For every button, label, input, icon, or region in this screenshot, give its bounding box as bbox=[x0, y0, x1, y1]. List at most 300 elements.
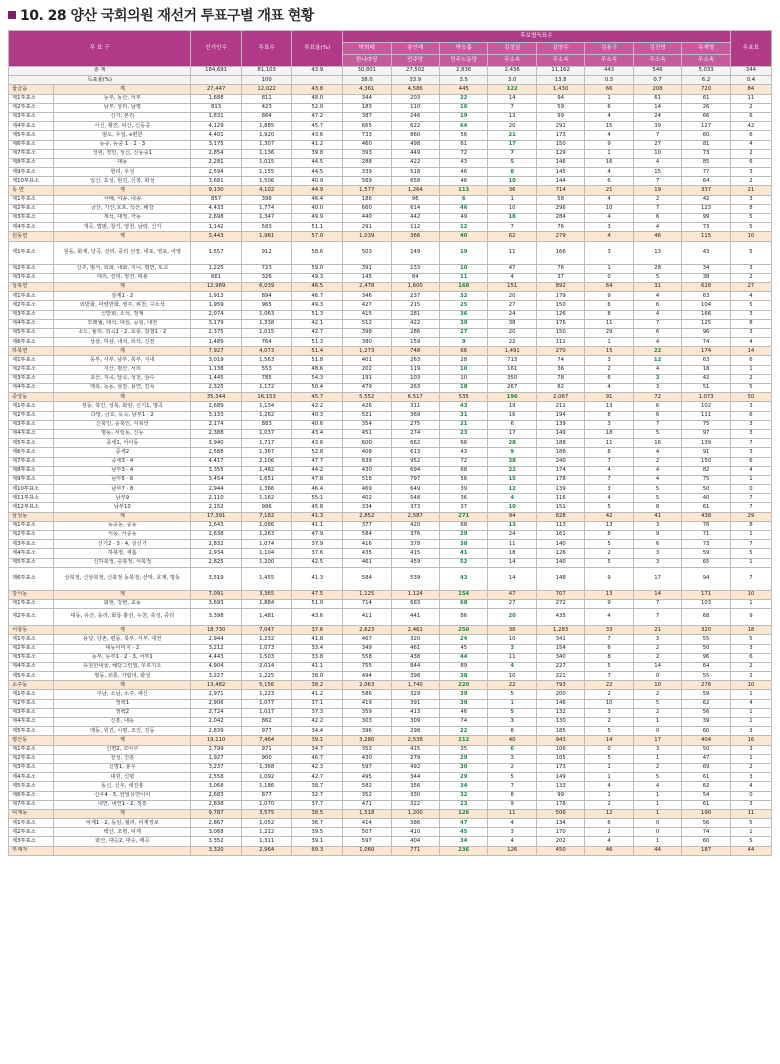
cell-district: 제4투표소 bbox=[9, 319, 54, 328]
cell-value: 1,232 bbox=[241, 635, 292, 644]
cell-value: 34 bbox=[439, 782, 487, 791]
cell-value: 1,557 bbox=[191, 241, 242, 264]
cell-district: 제4투표소 bbox=[9, 122, 54, 131]
cell-precinct-area: 용당, 당촌, 편동, 북부, 서부, 대전 bbox=[54, 635, 191, 644]
cell-value: 748 bbox=[391, 347, 439, 356]
cell-district: 제4투표소 bbox=[9, 429, 54, 438]
cell-value: 3 bbox=[730, 773, 771, 782]
cell-value: 1 bbox=[730, 708, 771, 717]
cell-value: 386 bbox=[391, 819, 439, 828]
cell-value: 61 bbox=[633, 94, 681, 103]
cell-district: 상북면 bbox=[9, 282, 54, 291]
cell-value: 1,225 bbox=[191, 264, 242, 273]
cell-value: 37.9 bbox=[292, 540, 343, 549]
cell-value: 38 bbox=[439, 672, 487, 681]
cell-district: 부재자 bbox=[9, 846, 54, 855]
cell-value: 4 bbox=[633, 292, 681, 301]
cell-value: 1,073 bbox=[241, 644, 292, 653]
cell-value: 10 bbox=[585, 204, 633, 213]
cell-precinct-area: 지산, 평산, 서리 bbox=[54, 365, 191, 374]
cell-value: 943 bbox=[536, 736, 584, 745]
cell-precinct-area: 주남, 소남, 소주, 세신 bbox=[54, 690, 191, 699]
cell-value: 1 bbox=[585, 338, 633, 347]
cell-value: 8 bbox=[730, 521, 771, 530]
header-candidate-party: 무소속 bbox=[585, 55, 633, 67]
cell-value: 16,153 bbox=[241, 393, 292, 402]
cell-value: 14 bbox=[585, 736, 633, 745]
cell-value: 28 bbox=[633, 264, 681, 273]
cell-value: 21 bbox=[730, 186, 771, 195]
cell-value: 597 bbox=[343, 763, 391, 772]
cell-value: 862 bbox=[241, 718, 292, 727]
cell-value: 391 bbox=[391, 699, 439, 708]
cell-district: 제5투표소 bbox=[9, 672, 54, 681]
cell-value: 51.4 bbox=[292, 347, 343, 356]
cell-value: 13,482 bbox=[191, 681, 242, 690]
cell-value: 58.6 bbox=[292, 241, 343, 264]
cell-value: 51.3 bbox=[292, 310, 343, 319]
cell-value: 2 bbox=[585, 365, 633, 374]
cell-value: 398 bbox=[391, 672, 439, 681]
cell-value: 126 bbox=[536, 549, 584, 558]
cell-value: 5 bbox=[730, 214, 771, 223]
cell-value: 66 bbox=[585, 85, 633, 94]
cell-value: 51.1 bbox=[292, 223, 343, 232]
cell-value: 73 bbox=[682, 223, 731, 232]
cell-value: 6 bbox=[633, 328, 681, 337]
cell-value: 56 bbox=[682, 708, 731, 717]
cell-value: 47.2 bbox=[292, 112, 343, 121]
cell-value: 1 bbox=[585, 149, 633, 158]
cell-value: 1 bbox=[730, 754, 771, 763]
cell-value: 5 bbox=[730, 241, 771, 264]
cell-value: 2 bbox=[633, 708, 681, 717]
cell-value: 74 bbox=[682, 828, 731, 837]
cell-value: 2 bbox=[730, 662, 771, 671]
cell-value: 387 bbox=[343, 112, 391, 121]
cell-value: 6 bbox=[439, 195, 487, 204]
cell-value: 2,063 bbox=[343, 681, 391, 690]
cell-value: 13 bbox=[488, 521, 536, 530]
cell-value: 57.0 bbox=[292, 232, 343, 241]
cell-value: 5 bbox=[633, 273, 681, 282]
cell-value: 415 bbox=[391, 745, 439, 754]
cell-value: 65 bbox=[682, 558, 731, 567]
cell-value: 3 bbox=[730, 429, 771, 438]
cell-value: 900 bbox=[241, 754, 292, 763]
table-row bbox=[9, 745, 772, 754]
cell-value: 764 bbox=[241, 338, 292, 347]
cell-value: 334 bbox=[343, 503, 391, 512]
cell-district: 제2투표소 bbox=[9, 699, 54, 708]
table-row bbox=[9, 112, 772, 121]
cell-value: 1 bbox=[585, 94, 633, 103]
cell-value: 7 bbox=[730, 540, 771, 549]
cell-value: 6 bbox=[730, 131, 771, 140]
cell-value: 3,280 bbox=[343, 736, 391, 745]
cell-value: 1,455 bbox=[241, 567, 292, 590]
cell-value: 39 bbox=[439, 485, 487, 494]
cell-value: 284 bbox=[536, 214, 584, 223]
cell-value: 1,283 bbox=[536, 626, 584, 635]
cell-value: 39.1 bbox=[292, 736, 343, 745]
cell-value: 1 bbox=[488, 699, 536, 708]
cell-district: 제2투표소 bbox=[9, 365, 54, 374]
cell-value: 14 bbox=[633, 662, 681, 671]
title-text: 10. 28 양산 국회의원 재선거 투표구별 개표 현황 bbox=[20, 8, 314, 24]
cell-value: 518 bbox=[343, 475, 391, 484]
cell-value: 46 bbox=[439, 177, 487, 186]
cell-value: 1,172 bbox=[241, 384, 292, 393]
cell-value: 27,502 bbox=[391, 67, 439, 76]
cell-value: 5 bbox=[585, 662, 633, 671]
cell-value: 7 bbox=[488, 103, 536, 112]
cell-value: 2,558 bbox=[191, 773, 242, 782]
cell-value: 4,129 bbox=[191, 122, 242, 131]
cell-value: 13.8 bbox=[536, 76, 584, 85]
cell-value: 582 bbox=[343, 782, 391, 791]
cell-value: 3,443 bbox=[191, 232, 242, 241]
cell-value: 146 bbox=[536, 699, 584, 708]
cell-district: 제1투표소 bbox=[9, 599, 54, 608]
cell-district: 원동면 bbox=[9, 232, 54, 241]
cell-value: 4,433 bbox=[191, 204, 242, 213]
cell-value: 494 bbox=[343, 672, 391, 681]
table-row bbox=[9, 273, 772, 282]
cell-value: 288 bbox=[343, 158, 391, 167]
cell-value: 461 bbox=[391, 644, 439, 653]
cell-value: 42 bbox=[730, 122, 771, 131]
cell-precinct-area: 삼계1 · 2 bbox=[54, 292, 191, 301]
cell-value: 440 bbox=[343, 214, 391, 223]
cell-value: 649 bbox=[391, 485, 439, 494]
cell-value: 8 bbox=[633, 503, 681, 512]
cell-value: 171 bbox=[682, 590, 731, 599]
cell-value: 4 bbox=[585, 214, 633, 223]
cell-value: 68 bbox=[439, 466, 487, 475]
table-row bbox=[9, 140, 772, 149]
cell-district: 제1투표소 bbox=[9, 819, 54, 828]
cell-value: 3,019 bbox=[191, 356, 242, 365]
cell-precinct-area: 신주, 범서, 외화, 내화, 지니, 평연, 토교 bbox=[54, 264, 191, 273]
cell-value: 126 bbox=[488, 846, 536, 855]
cell-value: 344 bbox=[730, 67, 771, 76]
cell-value: 151 bbox=[488, 282, 536, 291]
table-row bbox=[9, 837, 772, 846]
cell-value: 5 bbox=[585, 540, 633, 549]
cell-value: 4,102 bbox=[241, 186, 292, 195]
cell-value: 14 bbox=[488, 558, 536, 567]
cell-value: 36 bbox=[439, 494, 487, 503]
cell-value: 42.2 bbox=[292, 718, 343, 727]
header-candidate-votes: 후보별득표수 bbox=[343, 31, 731, 43]
cell-value: 263 bbox=[391, 356, 439, 365]
cell-value: 3,454 bbox=[191, 475, 242, 484]
cell-value: 2,638 bbox=[191, 531, 242, 540]
results-table bbox=[8, 30, 772, 856]
cell-value: 4 bbox=[585, 168, 633, 177]
cell-value: 20 bbox=[488, 292, 536, 301]
cell-value: 2,971 bbox=[191, 690, 242, 699]
cell-value: 76 bbox=[536, 264, 584, 273]
cell-value: 883 bbox=[241, 420, 292, 429]
cell-value: 13 bbox=[633, 241, 681, 264]
cell-value: 391 bbox=[343, 264, 391, 273]
cell-value: 11 bbox=[488, 540, 536, 549]
cell-value: 3 bbox=[730, 420, 771, 429]
table-row bbox=[9, 149, 772, 158]
cell-value: 178 bbox=[536, 475, 584, 484]
cell-value: 445 bbox=[439, 85, 487, 94]
cell-value: 0 bbox=[730, 791, 771, 800]
table-row bbox=[9, 319, 772, 328]
cell-value: 104 bbox=[682, 301, 731, 310]
cell-value: 8 bbox=[585, 411, 633, 420]
cell-value: 221 bbox=[536, 672, 584, 681]
cell-value: 597 bbox=[343, 837, 391, 846]
cell-value: 23 bbox=[439, 800, 487, 809]
cell-precinct-area: 소노, 율리, 외곡1 · 2, 효충, 감결1 · 2 bbox=[54, 328, 191, 337]
cell-value: 3 bbox=[730, 448, 771, 457]
cell-value: 1,273 bbox=[343, 347, 391, 356]
cell-value: 1,885 bbox=[241, 122, 292, 131]
cell-value: 1,961 bbox=[241, 232, 292, 241]
cell-value: 330 bbox=[391, 791, 439, 800]
table-row bbox=[9, 328, 772, 337]
cell-value: 8 bbox=[488, 168, 536, 177]
cell-value: 64 bbox=[585, 282, 633, 291]
cell-value: 366 bbox=[391, 232, 439, 241]
cell-value: 443 bbox=[585, 67, 633, 76]
cell-value: 1 bbox=[730, 531, 771, 540]
cell-value: 3 bbox=[488, 754, 536, 763]
cell-value: 3 bbox=[730, 745, 771, 754]
cell-value: 5,033 bbox=[682, 67, 731, 76]
cell-value: 49.3 bbox=[292, 273, 343, 282]
cell-value: 714 bbox=[343, 599, 391, 608]
cell-value: 21 bbox=[488, 131, 536, 140]
cell-value: 1 bbox=[730, 690, 771, 699]
cell-value: 37.3 bbox=[292, 708, 343, 717]
cell-value: 130 bbox=[536, 718, 584, 727]
cell-value: 423 bbox=[241, 103, 292, 112]
cell-value: 1,311 bbox=[241, 837, 292, 846]
cell-value: 0 bbox=[730, 485, 771, 494]
cell-value: 404 bbox=[682, 736, 731, 745]
cell-value: 96 bbox=[682, 653, 731, 662]
cell-value: 4 bbox=[730, 338, 771, 347]
cell-value: 539 bbox=[391, 567, 439, 590]
cell-value: 24 bbox=[488, 531, 536, 540]
cell-value: 240 bbox=[536, 457, 584, 466]
cell-value: 215 bbox=[391, 301, 439, 310]
cell-value: 7 bbox=[730, 439, 771, 448]
cell-value: 36 bbox=[439, 310, 487, 319]
cell-value: 71 bbox=[682, 531, 731, 540]
cell-value: 6 bbox=[488, 420, 536, 429]
cell-value: 2,906 bbox=[191, 699, 242, 708]
cell-value: 50.4 bbox=[292, 384, 343, 393]
cell-precinct-area: 덕계1 · 2, 동임, 월라, 덕계정보 bbox=[54, 819, 191, 828]
cell-value: 43 bbox=[439, 402, 487, 411]
cell-value: 5 bbox=[585, 727, 633, 736]
cell-value: 46.7 bbox=[292, 754, 343, 763]
cell-value: 45 bbox=[439, 644, 487, 653]
cell-value: 2,836 bbox=[439, 67, 487, 76]
table-row bbox=[9, 429, 772, 438]
cell-district: 제12투표소 bbox=[9, 503, 54, 512]
cell-value: 139 bbox=[536, 420, 584, 429]
cell-value: 44.5 bbox=[292, 158, 343, 167]
cell-precinct-area: 남부, 상리, 남평 bbox=[54, 103, 191, 112]
cell-value: 279 bbox=[391, 754, 439, 763]
cell-value: 46.4 bbox=[292, 195, 343, 204]
cell-district: 제1투표소 bbox=[9, 292, 54, 301]
cell-value: 27 bbox=[488, 301, 536, 310]
cell-value: 2,689 bbox=[191, 402, 242, 411]
cell-value: 4,401 bbox=[191, 131, 242, 140]
cell-precinct-area: 명동, 서림동, 신동 bbox=[54, 429, 191, 438]
cell-value: 1,074 bbox=[241, 540, 292, 549]
cell-value: 30,801 bbox=[343, 67, 391, 76]
cell-value: 797 bbox=[391, 475, 439, 484]
cell-value: 11 bbox=[439, 273, 487, 282]
cell-precinct-area: 천성, 진흥 bbox=[54, 754, 191, 763]
cell-value: 1,264 bbox=[391, 186, 439, 195]
cell-value: 2 bbox=[633, 763, 681, 772]
cell-value: 7 bbox=[730, 494, 771, 503]
cell-value: 5 bbox=[633, 429, 681, 438]
cell-district: 제5투표소 bbox=[9, 782, 54, 791]
cell-value: 2 bbox=[585, 718, 633, 727]
cell-value: 3 bbox=[633, 745, 681, 754]
cell-value: 74 bbox=[682, 338, 731, 347]
cell-value: 811 bbox=[241, 94, 292, 103]
cell-value: 47.9 bbox=[292, 531, 343, 540]
cell-value: 18 bbox=[585, 429, 633, 438]
cell-value: 1,200 bbox=[241, 558, 292, 567]
cell-value: 5 bbox=[730, 819, 771, 828]
cell-value: 18,730 bbox=[191, 626, 242, 635]
cell-value: 18 bbox=[488, 549, 536, 558]
cell-value: 4,073 bbox=[241, 347, 292, 356]
cell-district: 제3투표소 bbox=[9, 310, 54, 319]
cell-district: 제4투표소 bbox=[9, 662, 54, 671]
header-invalid: 무효표 bbox=[730, 31, 771, 67]
cell-district: 제2투표소 bbox=[9, 609, 54, 626]
cell-value: 43 bbox=[439, 158, 487, 167]
cell-value: 12 bbox=[585, 809, 633, 818]
cell-district: 제11투표소 bbox=[9, 494, 54, 503]
cell-precinct-area: 동신, 신우, 세진흥 bbox=[54, 782, 191, 791]
cell-value: 150 bbox=[536, 328, 584, 337]
cell-value: 7,182 bbox=[241, 512, 292, 521]
cell-value: 22 bbox=[488, 338, 536, 347]
cell-value: 694 bbox=[391, 466, 439, 475]
cell-value: 1 bbox=[730, 828, 771, 837]
cell-value: 10 bbox=[730, 232, 771, 241]
cell-precinct-area: 중세2 bbox=[54, 448, 191, 457]
cell-value: 77 bbox=[682, 168, 731, 177]
cell-value: 236 bbox=[439, 846, 487, 855]
cell-district: 제9투표소 bbox=[9, 475, 54, 484]
cell-value: 558 bbox=[343, 653, 391, 662]
cell-value: 3,519 bbox=[191, 567, 242, 590]
table-group-row bbox=[9, 590, 772, 599]
cell-value: 986 bbox=[241, 503, 292, 512]
cell-value: 140 bbox=[536, 558, 584, 567]
cell-value: 271 bbox=[439, 512, 487, 521]
cell-value: 10 bbox=[585, 699, 633, 708]
cell-district: 제3투표소 bbox=[9, 112, 54, 121]
cell-value: 4 bbox=[730, 782, 771, 791]
cell-value: 43 bbox=[439, 448, 487, 457]
cell-value: 339 bbox=[343, 168, 391, 177]
cell-value: 154 bbox=[439, 590, 487, 599]
cell-value: 402 bbox=[343, 494, 391, 503]
cell-value: 11 bbox=[585, 319, 633, 328]
cell-value: 1,506 bbox=[241, 177, 292, 186]
cell-value: 1 bbox=[730, 558, 771, 567]
cell-value: 3,693 bbox=[191, 599, 242, 608]
cell-value: 272 bbox=[536, 599, 584, 608]
header-candidate-name: 박승흡 bbox=[439, 43, 487, 55]
cell-value: 185 bbox=[536, 727, 584, 736]
cell-value: 1 bbox=[633, 791, 681, 800]
cell-value: 41.2 bbox=[292, 690, 343, 699]
cell-value: 1,138 bbox=[191, 365, 242, 374]
table-row bbox=[9, 567, 772, 590]
cell-value: 39.8 bbox=[292, 149, 343, 158]
cell-value: 5,156 bbox=[241, 681, 292, 690]
cell-district: 제2투표소 bbox=[9, 828, 54, 837]
cell-value: 29 bbox=[439, 773, 487, 782]
cell-value: 6 bbox=[730, 457, 771, 466]
cell-value: 4 bbox=[585, 195, 633, 204]
cell-value: 461 bbox=[343, 558, 391, 567]
table-row bbox=[9, 672, 772, 681]
cell-precinct-area: 계 bbox=[54, 512, 191, 521]
cell-value: 111 bbox=[682, 411, 731, 420]
cell-value: 1,200 bbox=[391, 809, 439, 818]
cell-value bbox=[191, 76, 242, 85]
cell-value: 39 bbox=[439, 690, 487, 699]
cell-district: 소주동 bbox=[9, 681, 54, 690]
cell-district: 제3투표소 bbox=[9, 374, 54, 383]
cell-value: 3 bbox=[730, 727, 771, 736]
cell-precinct-area: 개곡, 법범, 창기, 영천, 남락, 신기 bbox=[54, 223, 191, 232]
cell-precinct-area: 정동, 북인, 성북, 화암, 신기1, 명곡 bbox=[54, 402, 191, 411]
table-row bbox=[9, 644, 772, 653]
cell-value: 200 bbox=[536, 690, 584, 699]
cell-value: 5 bbox=[585, 558, 633, 567]
cell-value: 771 bbox=[391, 846, 439, 855]
cell-value: 60 bbox=[682, 131, 731, 140]
cell-district: 제4투표소 bbox=[9, 384, 54, 393]
cell-value: 29 bbox=[585, 328, 633, 337]
cell-value: 584 bbox=[343, 531, 391, 540]
cell-value: 419 bbox=[343, 699, 391, 708]
cell-value: 353 bbox=[343, 745, 391, 754]
cell-value: 179 bbox=[536, 292, 584, 301]
cell-value: 346 bbox=[343, 292, 391, 301]
cell-precinct-area: 계 bbox=[54, 393, 191, 402]
cell-value: 20 bbox=[488, 609, 536, 626]
cell-value: 1,920 bbox=[241, 131, 292, 140]
cell-precinct-area: 대동, 유산, 동리, 화룡 홍선, 누천, 축성, 중리 bbox=[54, 609, 191, 626]
cell-value: 119 bbox=[391, 365, 439, 374]
cell-precinct-area: 사배, 여송, 내송 bbox=[54, 195, 191, 204]
